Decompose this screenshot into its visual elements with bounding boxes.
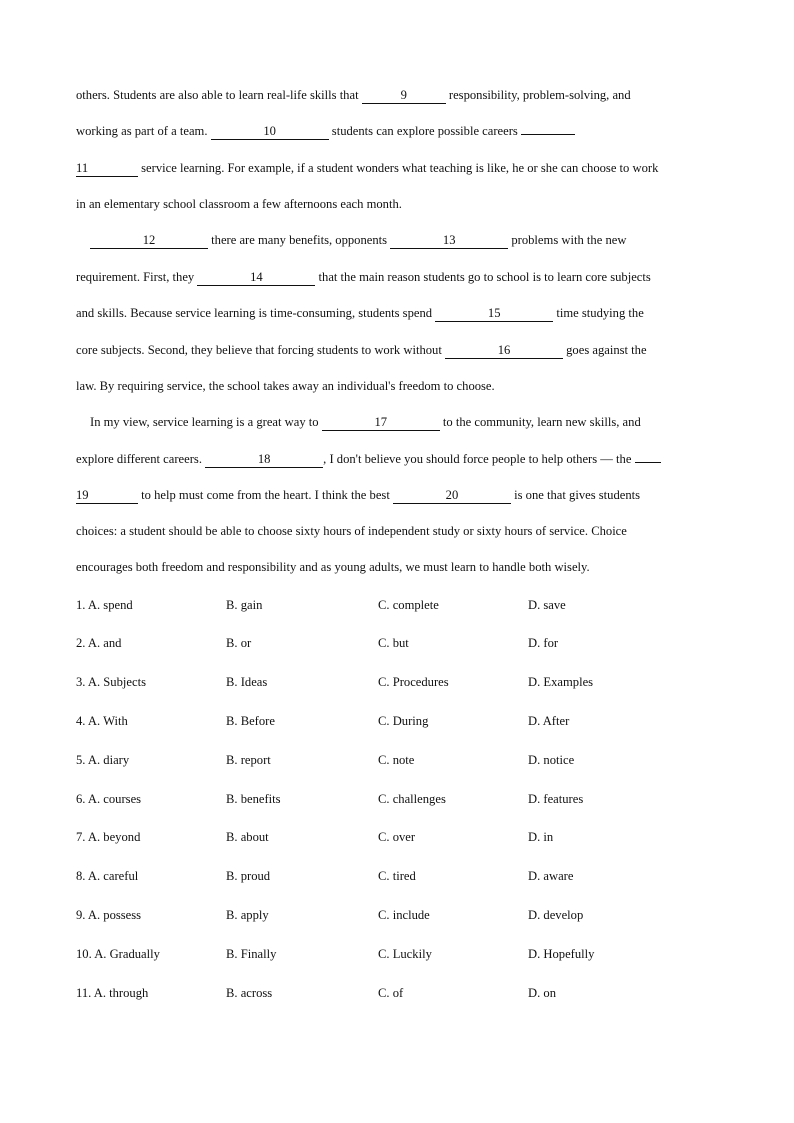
question-row [0,672,794,692]
blank-19: 19 [76,487,138,504]
option-a[interactable]: 10. A. Gradually [76,947,160,961]
passage-text: is one that gives students [510,488,641,502]
passage-line-11 [76,450,661,468]
option-c[interactable]: C. During [378,714,429,728]
passage-text: problems with the new [508,233,627,247]
passage-text: requirement. First, they [76,270,198,284]
passage-line-9 [76,377,495,395]
passage-text: and skills. Because service learning is time-consuming, students spend [76,306,436,320]
question-row [0,827,794,847]
option-c[interactable]: C. but [378,636,409,650]
blank-18: 18 [205,451,323,468]
option-d[interactable]: D. for [528,636,559,650]
passage-text: in an elementary school classroom a few afternoons each month. [76,197,402,211]
option-b[interactable]: B. report [226,753,271,767]
passage-line-10 [90,413,641,431]
question-row [0,789,794,809]
blank-11-start [521,134,575,135]
passage-text: In my view, service learning is a great way to [90,415,322,429]
passage-text: others. Students are also able to learn real-life skills that [76,88,362,102]
option-d[interactable]: D. in [528,830,554,844]
option-b[interactable]: B. across [226,986,273,1000]
option-d[interactable]: D. After [528,714,570,728]
option-a[interactable]: 1. A. spend [76,598,133,612]
option-a[interactable]: 3. A. Subjects [76,675,146,689]
option-b[interactable]: B. apply [226,908,269,922]
question-row [0,944,794,964]
passage-text: working as part of a team. [76,124,211,138]
passage-text: law. By requiring service, the school takes away an individual's freedom to choose. [76,379,495,393]
passage-text: that the main reason students go to school is to learn core subjects [315,270,651,284]
question-row [0,905,794,925]
blank-13: 13 [390,232,508,249]
option-a[interactable]: 4. A. With [76,714,128,728]
passage-line-7 [76,304,644,322]
option-c[interactable]: C. challenges [378,792,446,806]
option-c[interactable]: C. over [378,830,416,844]
option-c[interactable]: C. include [378,908,430,922]
passage-text: students can explore possible careers [328,124,521,138]
option-a[interactable]: 2. A. and [76,636,122,650]
passage-text: choices: a student should be able to choose sixty hours of independent study or sixty hours of service. Choice [76,524,627,538]
blank-17: 17 [322,414,440,431]
option-d[interactable]: D. save [528,598,566,612]
blank-15: 15 [435,305,553,322]
option-d[interactable]: D. on [528,986,556,1000]
option-d[interactable]: D. Examples [528,675,594,689]
passage-text: time studying the [553,306,644,320]
option-d[interactable]: D. features [528,792,584,806]
option-b[interactable]: B. about [226,830,269,844]
option-c[interactable]: C. of [378,986,404,1000]
passage-text: to the community, learn new skills, and [439,415,641,429]
passage-line-13 [76,522,627,540]
passage-text: service learning. For example, if a student wonders what teaching is like, he or she can choose to work [138,161,659,175]
option-b[interactable]: B. Before [226,714,275,728]
option-c[interactable]: C. tired [378,869,416,883]
option-d[interactable]: D. Hopefully [528,947,595,961]
passage-line-14 [76,558,590,576]
passage-line-6 [76,268,651,286]
passage-line-1 [76,86,631,104]
option-a[interactable]: 5. A. diary [76,753,130,767]
option-c[interactable]: C. complete [378,598,439,612]
passage-text: goes against the [562,343,647,357]
option-b[interactable]: B. gain [226,598,263,612]
passage-text: to help must come from the heart. I think the best [138,488,393,502]
passage-text: , I don't believe you should force people to help others — the [323,452,635,466]
question-row [0,595,794,615]
passage-line-8 [76,341,647,359]
option-c[interactable]: C. Luckily [378,947,432,961]
option-d[interactable]: D. develop [528,908,584,922]
blank-10: 10 [211,123,329,140]
question-row [0,633,794,653]
option-d[interactable]: D. aware [528,869,574,883]
passage-line-3 [76,159,658,177]
passage-line-4 [76,195,402,213]
option-a[interactable]: 8. A. careful [76,869,139,883]
passage-text: there are many benefits, opponents [208,233,391,247]
passage-text: core subjects. Second, they believe that forcing students to work without [76,343,445,357]
blank-9: 9 [362,87,446,104]
option-b[interactable]: B. benefits [226,792,281,806]
option-b[interactable]: B. Finally [226,947,277,961]
blank-20: 20 [393,487,511,504]
option-b[interactable]: B. or [226,636,252,650]
question-row [0,711,794,731]
passage-text: responsibility, problem-solving, and [445,88,631,102]
passage-text: encourages both freedom and responsibility and as young adults, we must learn to handle both wisely. [76,560,590,574]
blank-11: 11 [76,160,138,177]
option-a[interactable]: 11. A. through [76,986,149,1000]
passage-line-2 [76,122,575,140]
passage-line-12 [76,486,640,504]
blank-16: 16 [445,342,563,359]
option-d[interactable]: D. notice [528,753,575,767]
option-c[interactable]: C. note [378,753,415,767]
question-row [0,866,794,886]
option-a[interactable]: 6. A. courses [76,792,142,806]
option-a[interactable]: 7. A. beyond [76,830,141,844]
question-row [0,750,794,770]
option-c[interactable]: C. Procedures [378,675,449,689]
option-a[interactable]: 9. A. possess [76,908,142,922]
question-row [0,983,794,1003]
passage-text: explore different careers. [76,452,206,466]
blank-12: 12 [90,232,208,249]
blank-14: 14 [197,269,315,286]
blank-19-start [635,462,661,463]
option-b[interactable]: B. Ideas [226,675,268,689]
passage-line-5 [90,231,626,249]
option-b[interactable]: B. proud [226,869,271,883]
